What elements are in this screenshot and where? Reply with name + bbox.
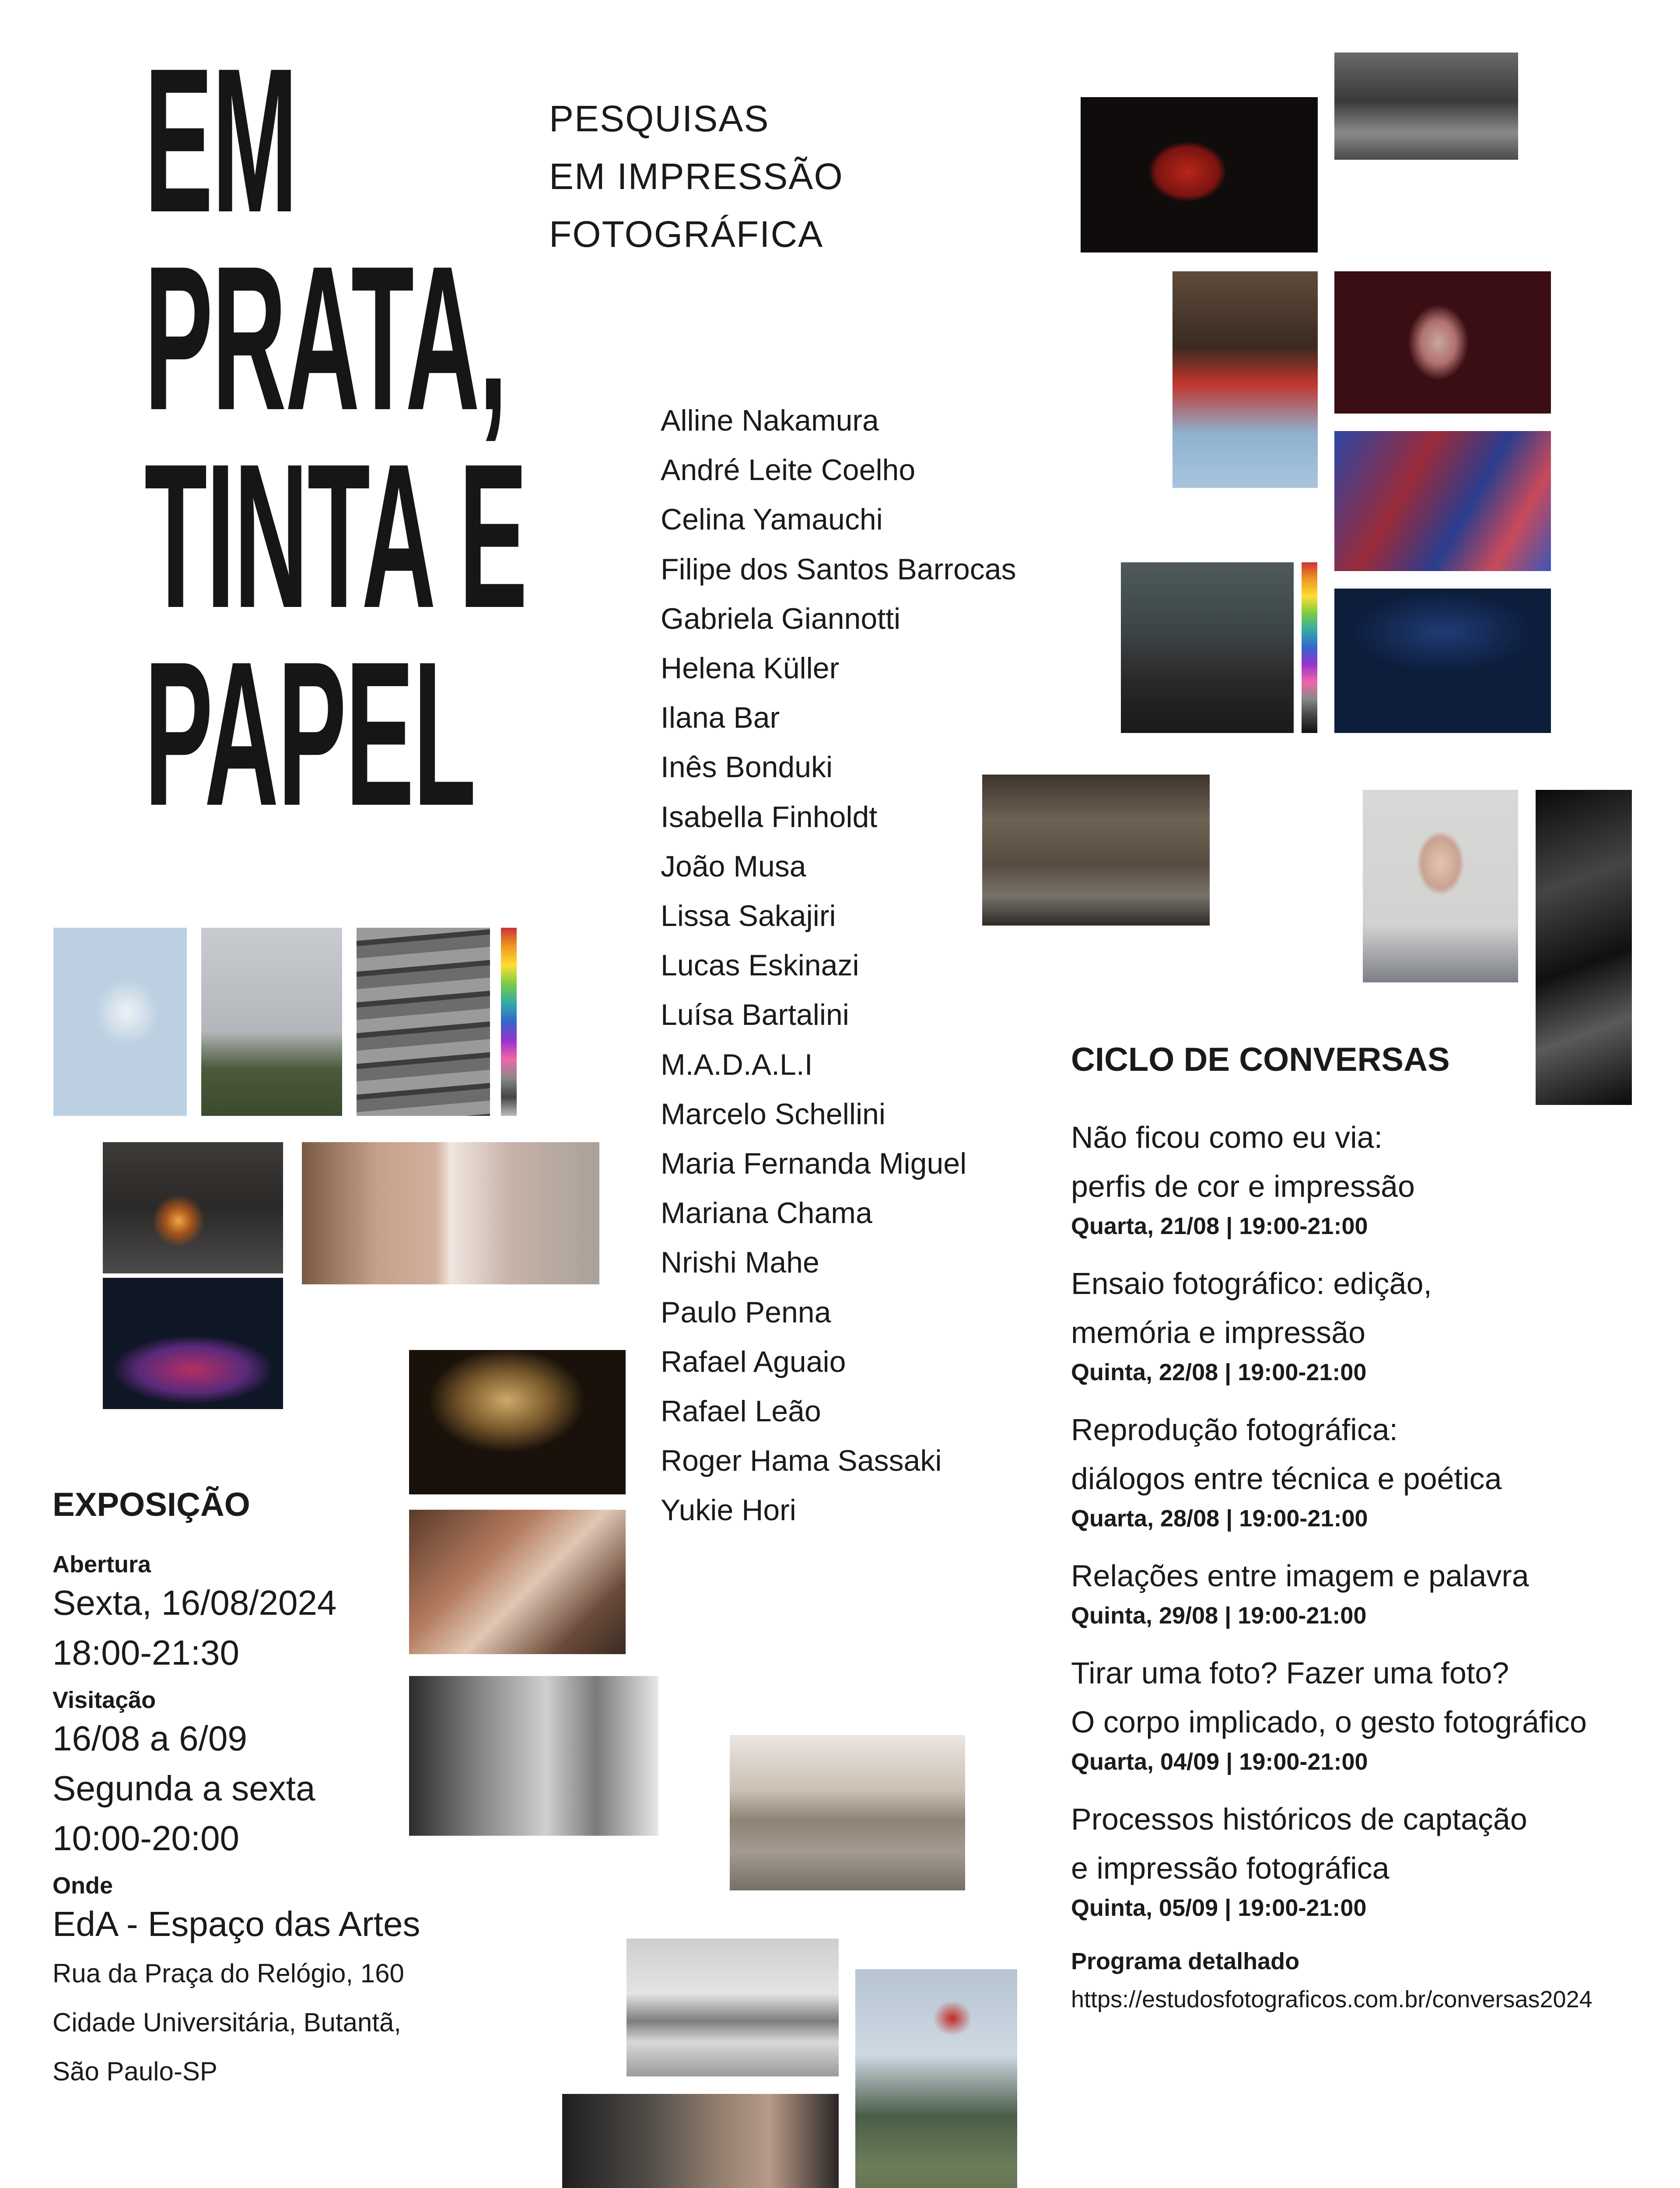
artist-name: Luísa Bartalini — [661, 998, 849, 1032]
artist-name: Alline Nakamura — [661, 404, 879, 437]
exhibition-section — [52, 1486, 534, 2096]
artist-name: Filipe dos Santos Barrocas — [661, 552, 1016, 586]
poster-subtitle — [549, 90, 844, 263]
subtitle-line-3: FOTOGRÁFICA — [549, 214, 824, 255]
talk-title-2: e impressão fotográfica — [1071, 1851, 1390, 1885]
talk-item — [1071, 1113, 1640, 1240]
artist-name: João Musa — [661, 849, 806, 883]
talk-item — [1071, 1405, 1640, 1532]
photo-field-pole — [201, 928, 342, 1116]
visit-dates: 16/08 a 6/09 — [52, 1719, 247, 1758]
photo-couple-park — [855, 1969, 1017, 2188]
color-chart-strip — [1302, 562, 1317, 733]
talk-title-1: Processos históricos de captação — [1071, 1802, 1527, 1836]
venue-address-3: São Paulo-SP — [52, 2057, 217, 2086]
photo-red-object — [1081, 97, 1318, 252]
photo-old-building — [982, 775, 1210, 926]
title-line-3: TINTA E — [144, 421, 527, 651]
photo-family-table — [103, 1278, 283, 1409]
artist-name: Ilana Bar — [661, 701, 780, 735]
venue-address-1: Rua da Praça do Relógio, 160 — [52, 1959, 404, 1988]
artist-name: Nrishi Mahe — [661, 1246, 819, 1280]
photo-interior-stairs — [562, 2094, 839, 2188]
artist-name: Gabriela Giannotti — [661, 602, 901, 635]
talk-title-1: Reprodução fotográfica: — [1071, 1413, 1398, 1447]
talk-item — [1071, 1795, 1640, 1922]
photo-night-sea — [1334, 589, 1551, 733]
photo-modern-building — [626, 1939, 839, 2076]
artist-name: Rafael Aguaio — [661, 1345, 846, 1378]
talk-title-1: Tirar uma foto? Fazer uma foto? — [1071, 1656, 1509, 1690]
artist-name: André Leite Coelho — [661, 453, 916, 487]
photo-book-pyramid — [730, 1735, 965, 1890]
photo-blue-red-print — [1334, 431, 1551, 571]
talk-date: Quarta, 28/08 | 19:00-21:00 — [1071, 1505, 1368, 1532]
artist-name: Inês Bonduki — [661, 750, 833, 784]
artist-name: M.A.D.A.L.I — [661, 1048, 813, 1081]
talk-date: Quarta, 21/08 | 19:00-21:00 — [1071, 1213, 1368, 1239]
artist-name: Rafael Leão — [661, 1395, 821, 1428]
talk-title-2: memória e impressão — [1071, 1315, 1365, 1350]
exhibition-heading: EXPOSIÇÃO — [52, 1486, 250, 1523]
visit-time: 10:00-20:00 — [52, 1819, 240, 1858]
title-line-1: EM — [144, 25, 297, 255]
artist-name: Lissa Sakajiri — [661, 899, 836, 933]
artist-name: Helena Küller — [661, 652, 840, 685]
talk-item — [1071, 1648, 1640, 1775]
photo-sepia-trees — [409, 1350, 626, 1494]
talk-date: Quinta, 29/08 | 19:00-21:00 — [1071, 1602, 1367, 1629]
photo-sleeping-woman — [1121, 562, 1294, 733]
talks-section — [1071, 1041, 1640, 2024]
talk-item — [1071, 1259, 1640, 1386]
opening-label: Abertura — [52, 1551, 151, 1578]
talk-date: Quinta, 22/08 | 19:00-21:00 — [1071, 1359, 1367, 1385]
artist-name: Isabella Finholdt — [661, 800, 878, 834]
visit-days: Segunda a sexta — [52, 1769, 315, 1808]
program-label: Programa detalhado — [1071, 1948, 1300, 1974]
artist-name: Paulo Penna — [661, 1295, 831, 1329]
talk-date: Quinta, 05/09 | 19:00-21:00 — [1071, 1895, 1367, 1921]
artist-name: Yukie Hori — [661, 1494, 796, 1527]
talk-date: Quarta, 04/09 | 19:00-21:00 — [1071, 1749, 1368, 1775]
artist-name: Roger Hama Sassaki — [661, 1444, 942, 1478]
artist-list — [661, 396, 1016, 1536]
poster-title — [144, 25, 604, 849]
talk-title-2: diálogos entre técnica e poética — [1071, 1462, 1502, 1496]
talk-title-2: perfis de cor e impressão — [1071, 1169, 1415, 1203]
photo-print-diptych — [302, 1142, 599, 1284]
photo-workers-lamp — [103, 1142, 283, 1273]
photo-wood-planks — [357, 928, 490, 1116]
artist-name: Celina Yamauchi — [661, 503, 883, 536]
title-line-4: PAPEL — [144, 619, 476, 849]
program-link[interactable]: https://estudosfotograficos.com.br/conversas2024 — [1071, 1986, 1592, 2013]
where-label: Onde — [52, 1872, 113, 1899]
visit-label: Visitação — [52, 1687, 156, 1713]
talk-title-1: Não ficou como eu via: — [1071, 1120, 1383, 1154]
talk-item — [1071, 1551, 1640, 1629]
photo-street-trees — [1334, 53, 1518, 160]
talks-heading: CICLO DE CONVERSAS — [1071, 1041, 1450, 1078]
venue-address-2: Cidade Universitária, Butantã, — [52, 2008, 402, 2037]
subtitle-line-1: PESQUISAS — [549, 98, 770, 139]
artist-name: Lucas Eskinazi — [661, 949, 859, 982]
subtitle-line-2: EM IMPRESSÃO — [549, 156, 844, 197]
artist-name: Mariana Chama — [661, 1196, 872, 1230]
artist-name: Maria Fernanda Miguel — [661, 1147, 967, 1181]
venue-name: EdA - Espaço das Artes — [52, 1904, 420, 1943]
photo-portrait-woman — [1363, 790, 1518, 982]
color-chart-strip — [501, 928, 517, 1116]
opening-time: 18:00-21:30 — [52, 1633, 240, 1672]
talk-title-1: Ensaio fotográfico: edição, — [1071, 1266, 1432, 1301]
title-line-2: PRATA, — [144, 223, 507, 453]
talk-title-1: Relações entre imagem e palavra — [1071, 1559, 1529, 1593]
artist-name: Marcelo Schellini — [661, 1097, 886, 1131]
photo-clouds-blue — [53, 928, 187, 1116]
photo-boy-mask — [1172, 271, 1318, 488]
photo-phone-hand — [1334, 271, 1551, 414]
talk-title-2: O corpo implicado, o gesto fotográfico — [1071, 1705, 1587, 1739]
opening-date: Sexta, 16/08/2024 — [52, 1583, 337, 1622]
